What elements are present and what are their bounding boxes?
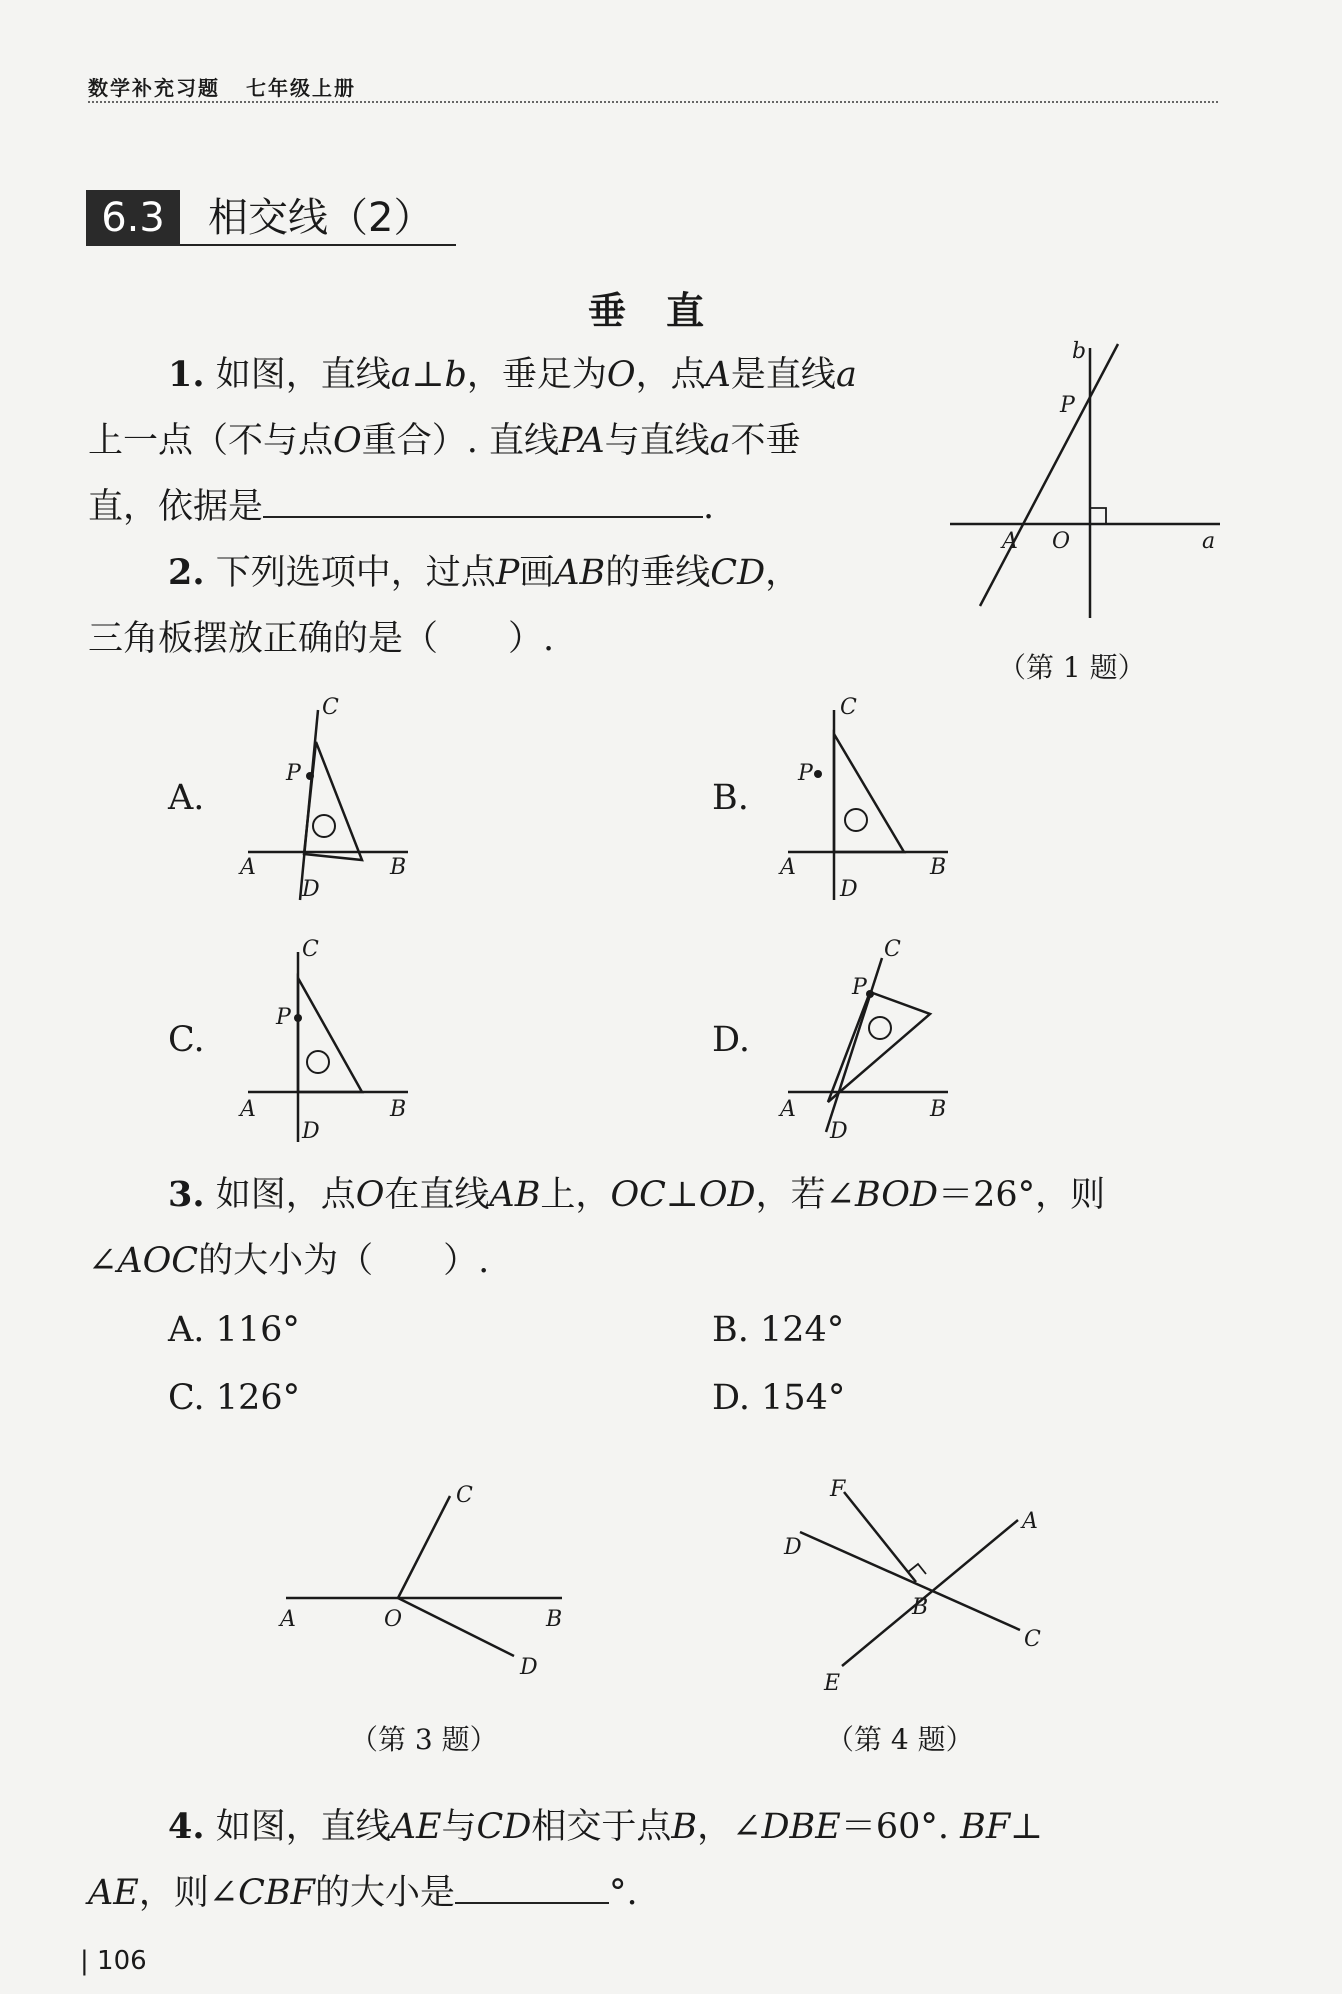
q4-text: 如图，直线: [215, 1807, 391, 1847]
svg-text:A: A: [240, 855, 256, 880]
line-pa: [980, 344, 1118, 606]
label-b: b: [1072, 339, 1087, 364]
q3-perp: ⊥: [665, 1175, 699, 1215]
svg-text:C: C: [302, 937, 319, 962]
question-4: [88, 1794, 1218, 1926]
q4-var: AE: [390, 1807, 442, 1847]
svg-text:C: C: [1024, 1627, 1041, 1652]
book-grade: 七年级上册: [246, 76, 356, 100]
q1-var: O: [333, 421, 362, 461]
option-label: B.: [712, 1310, 749, 1350]
label-a-line: a: [1202, 529, 1216, 554]
question-3: [88, 1162, 1218, 1294]
q3-option-b[interactable]: [712, 1310, 844, 1350]
svg-text:B: B: [390, 1097, 407, 1122]
q1-text: ，点: [635, 355, 706, 395]
q1-text: 上一点（不与点: [88, 421, 334, 461]
svg-text:B: B: [930, 855, 947, 880]
section-underline: [180, 244, 456, 246]
figure-1-caption: （第 1 题）: [998, 651, 1146, 684]
q3-number: 3.: [168, 1174, 205, 1215]
q1-answer-blank[interactable]: [263, 482, 703, 518]
figure-4-caption: （第 4 题）: [826, 1723, 974, 1756]
q3-var: OC: [610, 1175, 666, 1215]
q3-text: 的大小为（ ）.: [198, 1241, 490, 1281]
q4-var: DBE: [761, 1807, 841, 1847]
svg-text:F: F: [830, 1477, 846, 1502]
q4-number: 4.: [168, 1806, 205, 1847]
q4-text: °.: [608, 1873, 638, 1913]
option-label: D.: [712, 1378, 750, 1418]
q2-option-a[interactable]: A.: [168, 778, 205, 818]
figure-3-caption: （第 3 题）: [350, 1723, 498, 1756]
svg-text:B: B: [912, 1595, 929, 1620]
q3-option-d[interactable]: [712, 1378, 845, 1418]
q2-var: P: [495, 553, 520, 593]
q1-number: 1.: [168, 354, 205, 395]
right-angle-mark: [1090, 508, 1106, 524]
svg-text:A: A: [780, 1097, 796, 1122]
q1-var: a: [390, 355, 412, 395]
q1-var: PA: [558, 421, 605, 461]
svg-text:B: B: [930, 1097, 947, 1122]
option-value: 126°: [215, 1378, 301, 1418]
option-value: 154°: [761, 1378, 846, 1418]
q3-var: O: [355, 1175, 385, 1215]
q3-text: 在直线: [384, 1175, 490, 1215]
q2-text: 的垂线: [605, 553, 711, 593]
svg-text:D: D: [840, 877, 858, 902]
q3-text: 上，: [540, 1175, 611, 1215]
q1-text: 不垂: [730, 421, 801, 461]
page-number-value: 106: [97, 1946, 147, 1976]
q2-text: ，: [765, 553, 801, 593]
q2-option-b[interactable]: B.: [712, 778, 749, 818]
q4-var: AE: [88, 1873, 139, 1913]
svg-text:E: E: [824, 1671, 841, 1696]
svg-text:A: A: [780, 855, 796, 880]
label-p: P: [1060, 393, 1075, 418]
q1-text: 是直线: [730, 355, 836, 395]
header-divider: [88, 101, 1218, 103]
q1-text: 如图，直线: [215, 355, 391, 395]
svg-text:A: A: [240, 1097, 256, 1122]
option-label: A.: [168, 1310, 205, 1350]
q3-text: ∠: [88, 1241, 118, 1281]
figure-1: [940, 336, 1230, 626]
figure-2b: [770, 690, 970, 910]
q2-text: 画: [519, 553, 555, 593]
q1-var: O: [606, 355, 636, 395]
svg-text:P: P: [286, 761, 301, 786]
q1-text: 重合）. 直线: [361, 421, 559, 461]
q4-text: ，则∠: [138, 1873, 239, 1913]
q4-var: BF: [960, 1807, 1011, 1847]
q4-var: CD: [476, 1807, 532, 1847]
q1-text: .: [703, 487, 715, 527]
q4-text: 的大小是: [314, 1873, 455, 1913]
book-title: 数学补充习题: [88, 76, 220, 100]
figure-2d: [770, 932, 970, 1152]
q4-var: B: [671, 1807, 698, 1847]
svg-text:P: P: [798, 761, 813, 786]
svg-text:D: D: [302, 877, 320, 902]
q4-perp: ⊥: [1010, 1807, 1044, 1847]
svg-text:D: D: [830, 1119, 848, 1144]
q1-var: a: [709, 421, 731, 461]
svg-text:C: C: [840, 695, 857, 720]
figure-2c: [230, 932, 430, 1152]
option-value: 116°: [215, 1310, 300, 1350]
q2-text: 三角板摆放正确的是（ ）.: [88, 619, 555, 659]
q3-var: BOD: [854, 1175, 939, 1215]
book-header: [88, 72, 356, 101]
q2-var: AB: [554, 553, 606, 593]
q1-text: 与直线: [604, 421, 710, 461]
label-o: O: [1052, 529, 1071, 554]
q3-text: ＝26°，则: [938, 1175, 1106, 1215]
q1-perp: ⊥: [411, 355, 445, 395]
option-value: 124°: [760, 1310, 845, 1350]
section-number: 6.3: [86, 190, 180, 246]
svg-text:B: B: [546, 1607, 563, 1632]
question-1: [88, 342, 928, 540]
q1-var: b: [444, 355, 467, 395]
q2-var: CD: [710, 553, 766, 593]
q2-number: 2.: [168, 552, 205, 593]
svg-text:A: A: [280, 1607, 296, 1632]
q2-option-d[interactable]: D.: [712, 1020, 750, 1060]
figure-3: [270, 1470, 600, 1700]
page-number: | 106: [80, 1946, 147, 1976]
svg-text:C: C: [322, 695, 339, 720]
svg-text:A: A: [1022, 1509, 1038, 1534]
q3-option-c[interactable]: [168, 1378, 300, 1418]
q4-text: 与: [441, 1807, 477, 1847]
q4-text: 相交于点: [531, 1807, 672, 1847]
svg-text:P: P: [276, 1005, 291, 1030]
label-a-point: A: [1002, 529, 1018, 554]
q4-answer-blank[interactable]: [455, 1868, 609, 1904]
topic-heading: 垂直: [588, 289, 745, 333]
q3-text: ，若∠: [755, 1175, 855, 1215]
svg-text:O: O: [384, 1607, 403, 1632]
q1-text: 直，依据是: [88, 487, 264, 527]
svg-text:D: D: [784, 1535, 802, 1560]
svg-text:D: D: [520, 1655, 538, 1680]
q3-var: OD: [698, 1175, 756, 1215]
option-label: C.: [168, 1378, 205, 1418]
q1-var: A: [705, 355, 731, 395]
svg-text:C: C: [456, 1483, 473, 1508]
q3-option-a[interactable]: [168, 1310, 300, 1350]
svg-text:D: D: [302, 1119, 320, 1144]
q3-var: AB: [489, 1175, 541, 1215]
q1-text: ，垂足为: [466, 355, 607, 395]
svg-text:P: P: [852, 975, 867, 1000]
q2-option-c[interactable]: C.: [168, 1020, 205, 1060]
q2-text: 下列选项中，过点: [215, 553, 496, 593]
question-2: [88, 540, 928, 672]
q1-var: a: [835, 355, 857, 395]
q4-text: ＝60°.: [840, 1807, 949, 1847]
q4-var: CBF: [238, 1873, 315, 1913]
section-title: 相交线（2）: [208, 195, 434, 241]
q3-text: 如图，点: [215, 1175, 356, 1215]
svg-text:C: C: [884, 937, 901, 962]
figure-2a: [230, 690, 430, 910]
figure-4: [770, 1470, 1070, 1700]
q4-text: ，∠: [697, 1807, 762, 1847]
svg-text:B: B: [390, 855, 407, 880]
q3-var: AOC: [117, 1241, 199, 1281]
